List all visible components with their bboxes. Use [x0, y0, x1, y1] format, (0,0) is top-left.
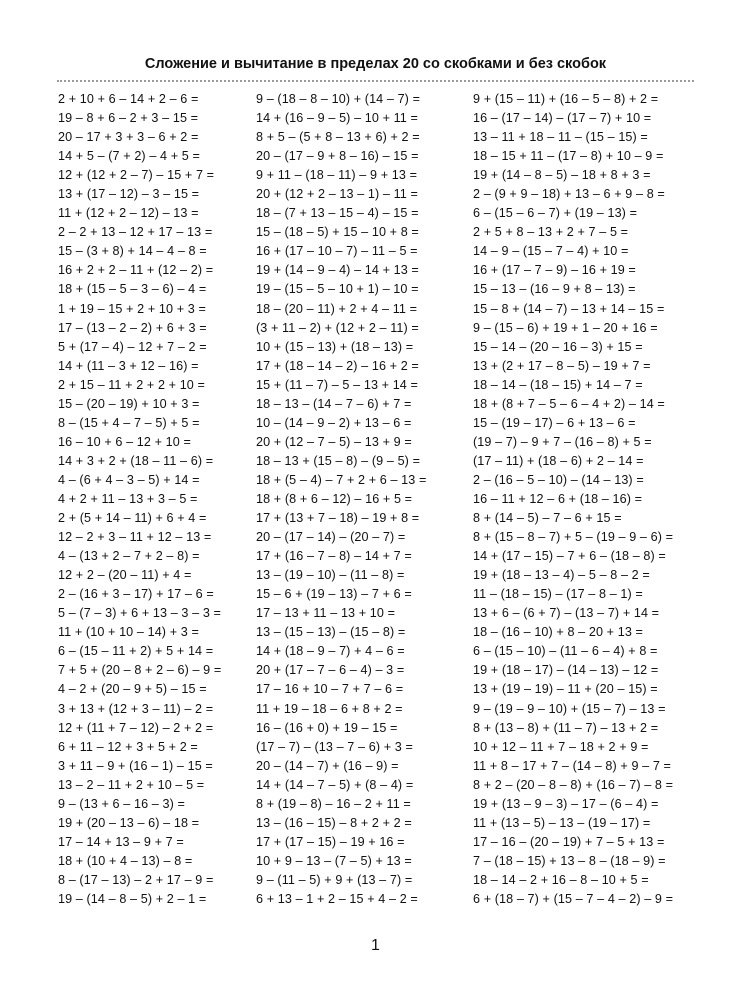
- exercise-item: 16 + (17 – 10 – 7) – 11 – 5 =: [256, 244, 418, 259]
- exercise-item: 8 + 5 – (5 + 8 – 13 + 6) + 2 =: [256, 130, 420, 145]
- exercise-item: 4 – (13 + 2 – 7 + 2 – 8) =: [58, 549, 200, 564]
- exercise-item: 19 + (13 – 9 – 3) – 17 – (6 – 4) =: [473, 796, 659, 811]
- exercise-item: 2 – 2 + 13 – 12 + 17 – 13 =: [58, 225, 213, 240]
- exercise-item: 14 – 9 – (15 – 7 – 4) + 10 =: [473, 244, 629, 259]
- exercise-item: 10 + (15 – 13) + (18 – 13) =: [256, 339, 414, 354]
- exercise-item: 18 – (16 – 10) + 8 – 20 + 13 =: [473, 625, 643, 640]
- exercise-item: 13 + 6 – (6 + 7) – (13 – 7) + 14 =: [473, 606, 660, 621]
- exercise-item: 15 + (11 – 7) – 5 – 13 + 14 =: [256, 377, 418, 392]
- exercise-item: 10 + 12 – 11 + 7 – 18 + 2 + 9 =: [473, 739, 649, 754]
- exercise-item: 17 – 13 + 11 – 13 + 10 =: [256, 606, 396, 621]
- exercise-item: 14 + (14 – 7 – 5) + (8 – 4) =: [256, 777, 414, 792]
- exercise-item: 18 + (10 + 4 – 13) – 8 =: [58, 853, 193, 868]
- exercise-item: 17 + (13 + 7 – 18) – 19 + 8 =: [256, 511, 420, 526]
- exercise-item: 8 + (19 – 8) – 16 – 2 + 11 =: [256, 796, 411, 811]
- exercise-item: 10 + 9 – 13 – (7 – 5) + 13 =: [256, 853, 412, 868]
- exercise-item: 20 – (17 – 9 + 8 – 16) – 15 =: [256, 149, 419, 164]
- page-title: Сложение и вычитание в пределах 20 со скобками и без скобок: [144, 56, 607, 72]
- exercise-item: 14 + (18 – 9 – 7) + 4 – 6 =: [256, 644, 405, 659]
- exercise-item: 16 – (16 + 0) + 19 – 15 =: [256, 720, 398, 735]
- exercise-item: 4 + 2 + 11 – 13 + 3 – 5 =: [58, 491, 198, 506]
- exercise-item: 20 + (12 – 7 – 5) – 13 + 9 =: [256, 434, 412, 449]
- exercise-item: 9 + 11 – (18 – 11) – 9 + 13 =: [256, 168, 418, 183]
- exercise-item: 13 – (16 – 15) – 8 + 2 + 2 =: [256, 815, 412, 830]
- exercise-item: 14 + 3 + 2 + (18 – 11 – 6) =: [58, 453, 214, 468]
- exercise-item: 4 – (6 + 4 – 3 – 5) + 14 =: [58, 472, 200, 487]
- exercise-item: 13 + (17 – 12) – 3 – 15 =: [58, 187, 200, 202]
- exercise-item: 18 – 13 + (15 – 8) – (9 – 5) =: [256, 453, 421, 468]
- exercise-item: (17 – 11) + (18 – 6) + 2 – 14 =: [473, 453, 644, 468]
- exercise-item: 6 + 13 – 1 + 2 – 15 + 4 – 2 =: [256, 891, 418, 906]
- exercise-item: 4 – 2 + (20 – 9 + 5) – 15 =: [58, 682, 207, 697]
- exercise-item: 18 – (20 – 11) + 2 + 4 – 11 =: [256, 301, 418, 316]
- exercise-item: 16 – (17 – 14) – (17 – 7) + 10 =: [473, 111, 652, 126]
- exercise-item: 8 + 2 – (20 – 8 – 8) + (16 – 7) – 8 =: [473, 777, 674, 792]
- exercise-item: 19 + (18 – 17) – (14 – 13) – 12 =: [473, 663, 659, 678]
- exercise-item: 8 + (14 – 5) – 7 – 6 + 15 =: [473, 511, 622, 526]
- exercise-item: 15 – 14 – (20 – 16 – 3) + 15 =: [473, 339, 643, 354]
- exercise-item: 18 + (8 + 6 – 12) – 16 + 5 =: [256, 491, 413, 506]
- exercise-item: 15 – 8 + (14 – 7) – 13 + 14 – 15 =: [473, 301, 665, 316]
- exercise-item: 14 + 5 – (7 + 2) – 4 + 5 =: [58, 149, 200, 164]
- exercise-item: 19 – (14 – 8 – 5) + 2 – 1 =: [58, 891, 207, 906]
- exercise-item: 2 + 5 + 8 – 13 + 2 + 7 – 5 =: [473, 225, 629, 240]
- exercise-item: 17 – (13 – 2 – 2) + 6 + 3 =: [58, 320, 207, 335]
- exercise-item: 16 + 2 + 2 – 11 + (12 – 2) =: [58, 263, 214, 278]
- exercise-item: 11 – (18 – 15) – (17 – 8 – 1) =: [473, 587, 643, 602]
- exercise-item: 6 – (15 – 6 – 7) + (19 – 13) =: [473, 206, 638, 221]
- exercise-item: 17 + (18 – 14 – 2) – 16 + 2 =: [256, 358, 419, 373]
- exercise-item: 19 + (14 – 8 – 5) – 18 + 8 + 3 =: [473, 168, 651, 183]
- exercise-item: 6 + 11 – 12 + 3 + 5 + 2 =: [58, 739, 198, 754]
- exercise-item: 11 + (13 – 5) – 13 – (19 – 17) =: [473, 815, 651, 830]
- exercise-item: 11 + (10 + 10 – 14) + 3 =: [58, 625, 199, 640]
- exercise-item: 13 – 11 + 18 – 11 – (15 – 15) =: [473, 130, 648, 145]
- exercise-item: 17 + (16 – 7 – 8) – 14 + 7 =: [256, 549, 412, 564]
- exercise-item: 8 – (15 + 4 – 7 – 5) + 5 =: [58, 415, 200, 430]
- exercise-item: 2 + (5 + 14 – 11) + 6 + 4 =: [58, 511, 207, 526]
- exercise-item: 19 – 8 + 6 – 2 + 3 – 15 =: [58, 111, 199, 126]
- exercise-item: 9 + (15 – 11) + (16 – 5 – 8) + 2 =: [473, 92, 659, 106]
- exercise-column-1: [58, 90, 248, 909]
- exercise-item: 15 – 6 + (19 – 13) – 7 + 6 =: [256, 587, 412, 602]
- exercise-item: 2 – (9 + 9 – 18) + 13 – 6 + 9 – 8 =: [473, 187, 665, 202]
- exercise-item: 5 + (17 – 4) – 12 + 7 – 2 =: [58, 339, 207, 354]
- exercise-item: 18 + (15 – 5 – 3 – 6) – 4 =: [58, 282, 207, 297]
- exercise-item: 6 – (15 – 11 + 2) + 5 + 14 =: [58, 644, 214, 659]
- exercise-column-2: [256, 90, 471, 909]
- exercise-item: 8 + (13 – 8) + (11 – 7) – 13 + 2 =: [473, 720, 659, 735]
- exercise-item: 15 – (19 – 17) – 6 + 13 – 6 =: [473, 415, 636, 430]
- exercise-item: 18 – (7 + 13 – 15 – 4) – 15 =: [256, 206, 419, 221]
- exercise-item: 2 + 10 + 6 – 14 + 2 – 6 =: [58, 92, 199, 106]
- exercise-item: 12 + (12 + 2 – 7) – 15 + 7 =: [58, 168, 215, 183]
- exercise-column-3: [473, 90, 703, 909]
- exercise-item: (3 + 11 – 2) + (12 + 2 – 11) =: [256, 320, 419, 335]
- exercise-item: 5 – (7 – 3) + 6 + 13 – 3 – 3 =: [58, 606, 221, 621]
- exercise-item: 16 + (17 – 7 – 9) – 16 + 19 =: [473, 263, 636, 278]
- exercise-item: 12 + 2 – (20 – 11) + 4 =: [58, 568, 192, 583]
- exercise-item: 17 – 16 + 10 – 7 + 7 – 6 =: [256, 682, 404, 697]
- exercise-item: 3 + 11 – 9 + (16 – 1) – 15 =: [58, 758, 213, 773]
- exercise-item: 20 + (12 + 2 – 13 – 1) – 11 =: [256, 187, 418, 202]
- exercise-item: 18 + (5 – 4) – 7 + 2 + 6 – 13 =: [256, 472, 427, 487]
- exercise-item: 7 + 5 + (20 – 8 + 2 – 6) – 9 =: [58, 663, 222, 678]
- exercise-item: 13 – (19 – 10) – (11 – 8) =: [256, 568, 405, 583]
- exercise-item: 2 – (16 + 3 – 17) + 17 – 6 =: [58, 587, 214, 602]
- exercise-item: 10 – (14 – 9 – 2) + 13 – 6 =: [256, 415, 412, 430]
- exercise-item: 8 + (15 – 8 – 7) + 5 – (19 – 9 – 6) =: [473, 530, 674, 545]
- exercise-item: 18 – 13 – (14 – 7 – 6) + 7 =: [256, 396, 412, 411]
- exercise-item: 9 – (19 – 9 – 10) + (15 – 7) – 13 =: [473, 701, 666, 716]
- exercise-item: 20 – (17 – 14) – (20 – 7) =: [256, 530, 406, 545]
- exercise-item: 9 – (13 + 6 – 16 – 3) =: [58, 796, 185, 811]
- exercise-item: 20 + (17 – 7 – 6 – 4) – 3 =: [256, 663, 405, 678]
- exercise-item: 6 – (15 – 10) – (11 – 6 – 4) + 8 =: [473, 644, 658, 659]
- exercise-item: 11 + (12 + 2 – 12) – 13 =: [58, 206, 199, 221]
- exercise-item: 14 + (11 – 3 + 12 – 16) =: [58, 358, 199, 373]
- exercise-item: 19 + (18 – 13 – 4) – 5 – 8 – 2 =: [473, 568, 650, 583]
- exercise-item: 19 + (20 – 13 – 6) – 18 =: [58, 815, 200, 830]
- exercise-item: 1 + 19 – 15 + 2 + 10 + 3 =: [58, 301, 206, 316]
- exercise-item: 15 – 13 – (16 – 9 + 8 – 13) =: [473, 282, 636, 297]
- exercise-item: 13 + (19 – 19) – 11 + (20 – 15) =: [473, 682, 658, 697]
- exercise-item: 17 – 14 + 13 – 9 + 7 =: [58, 834, 184, 849]
- exercise-item: 19 – (15 – 5 – 10 + 1) – 10 =: [256, 282, 419, 297]
- exercise-item: 16 – 10 + 6 – 12 + 10 =: [58, 434, 191, 449]
- exercise-item: 9 – (11 – 5) + 9 + (13 – 7) =: [256, 872, 413, 887]
- exercise-item: 9 – (15 – 6) + 19 + 1 – 20 + 16 =: [473, 320, 658, 335]
- exercise-item: (19 – 7) – 9 + 7 – (16 – 8) + 5 =: [473, 434, 652, 449]
- exercise-item: 13 + (2 + 17 – 8 – 5) – 19 + 7 =: [473, 358, 651, 373]
- exercise-item: 13 – 2 – 11 + 2 + 10 – 5 =: [58, 777, 205, 792]
- exercise-item: 17 – 16 – (20 – 19) + 7 – 5 + 13 =: [473, 834, 665, 849]
- exercise-item: 18 – 14 – 2 + 16 – 8 – 10 + 5 =: [473, 872, 649, 887]
- exercise-item: 8 – (17 – 13) – 2 + 17 – 9 =: [58, 872, 214, 887]
- exercise-item: (17 – 7) – (13 – 7 – 6) + 3 =: [256, 739, 413, 754]
- exercise-item: 15 – (20 – 19) + 10 + 3 =: [58, 396, 200, 411]
- exercise-item: 18 + (8 + 7 – 5 – 6 – 4 + 2) – 14 =: [473, 396, 665, 411]
- exercise-item: 14 + (17 – 15) – 7 + 6 – (18 – 8) =: [473, 549, 666, 564]
- exercise-item: 2 + 15 – 11 + 2 + 2 + 10 =: [58, 377, 205, 392]
- exercise-item: 17 + (17 – 15) – 19 + 16 =: [256, 834, 405, 849]
- exercise-item: 16 – 11 + 12 – 6 + (18 – 16) =: [473, 491, 643, 506]
- exercise-item: 13 – (15 – 13) – (15 – 8) =: [256, 625, 406, 640]
- exercise-item: 15 – (3 + 8) + 14 – 4 – 8 =: [58, 244, 207, 259]
- exercise-item: 14 + (16 – 9 – 5) – 10 + 11 =: [256, 111, 418, 126]
- exercise-item: 12 + (11 + 7 – 12) – 2 + 2 =: [58, 720, 214, 735]
- exercise-item: 12 – 2 + 3 – 11 + 12 – 13 =: [58, 530, 212, 545]
- exercise-item: 11 + 8 – 17 + 7 – (14 – 8) + 9 – 7 =: [473, 758, 672, 773]
- exercise-item: 7 – (18 – 15) + 13 – 8 – (18 – 9) =: [473, 853, 666, 868]
- exercise-item: 3 + 13 + (12 + 3 – 11) – 2 =: [58, 701, 214, 716]
- dotted-divider: [57, 80, 694, 82]
- exercise-item: 20 – (14 – 7) + (16 – 9) =: [256, 758, 399, 773]
- exercise-item: 6 + (18 – 7) + (15 – 7 – 4 – 2) – 9 =: [473, 891, 674, 906]
- exercise-item: 19 + (14 – 9 – 4) – 14 + 13 =: [256, 263, 419, 278]
- exercise-item: 20 – 17 + 3 + 3 – 6 + 2 =: [58, 130, 199, 145]
- exercise-item: 18 – 15 + 11 – (17 – 8) + 10 – 9 =: [473, 149, 664, 164]
- exercise-item: 2 – (16 – 5 – 10) – (14 – 13) =: [473, 472, 644, 487]
- page-number: 1: [371, 937, 380, 954]
- exercise-item: 11 + 19 – 18 – 6 + 8 + 2 =: [256, 701, 403, 716]
- exercise-item: 9 – (18 – 8 – 10) + (14 – 7) =: [256, 92, 421, 106]
- exercise-item: 18 – 14 – (18 – 15) + 14 – 7 =: [473, 377, 643, 392]
- exercise-item: 15 – (18 – 5) + 15 – 10 + 8 =: [256, 225, 419, 240]
